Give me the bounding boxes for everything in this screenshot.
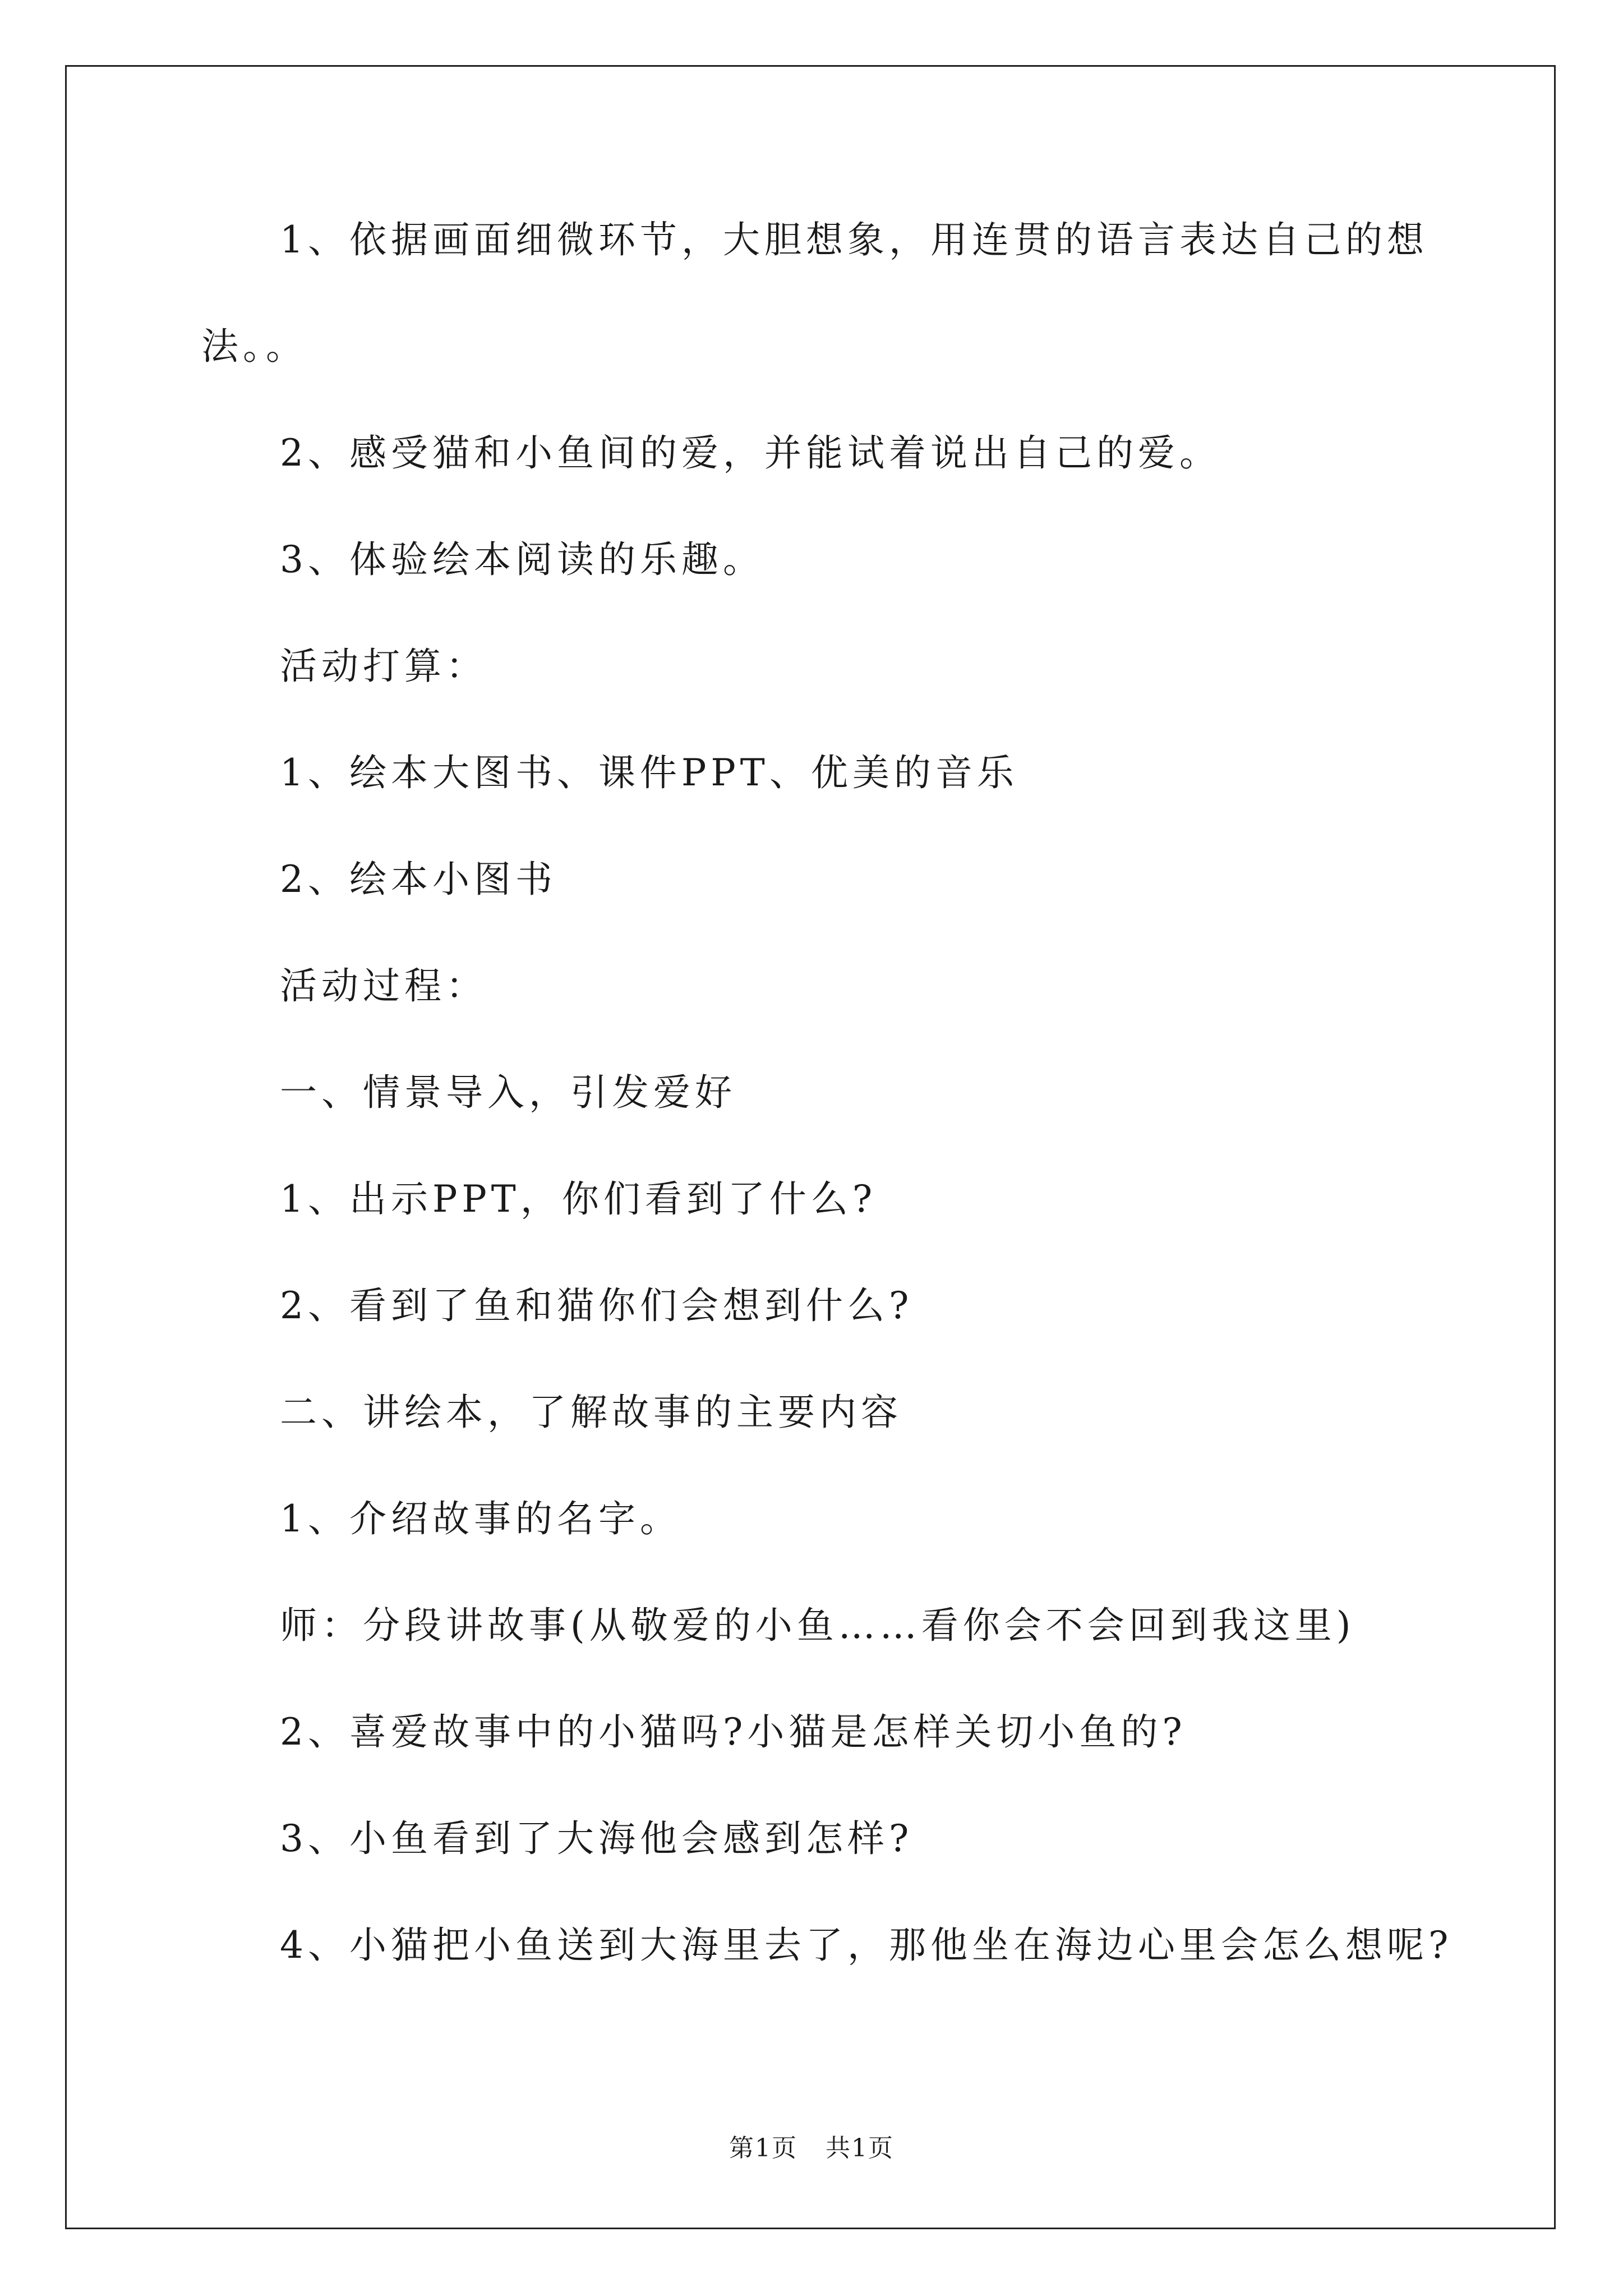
paragraph: 法。。 [201,325,307,368]
page-footer [0,2132,1623,2165]
paragraph: 2、喜爱故事中的小猫吗?小猫是怎样关切小鱼的? [280,1710,1187,1754]
paragraph: 1、依据画面细微环节，大胆想象，用连贯的语言表达自己的想 [280,218,1428,261]
section-heading: 二、讲绘本，了解故事的主要内容 [280,1391,902,1434]
document-body [201,213,1453,2025]
section-heading: 一、情景导入，引发爱好 [280,1071,736,1114]
paragraph: 2、感受猫和小鱼间的爱，并能试着说出自己的爱。 [280,431,1221,475]
paragraph: 3、小鱼看到了大海他会感到怎样? [280,1817,914,1860]
section-heading: 活动打算： [280,645,487,688]
page-number-current: 第1页 [729,2134,797,2162]
section-heading: 活动过程： [280,964,487,1007]
page-number-total: 共1页 [826,2134,894,2162]
paragraph: 2、看到了鱼和猫你们会想到什么? [280,1284,914,1327]
paragraph: 1、绘本大图书、课件PPT、优美的音乐 [280,751,1018,794]
paragraph: 师：分段讲故事(从敬爱的小鱼……看你会不会回到我这里) [280,1604,1355,1647]
paragraph: 4、小猫把小鱼送到大海里去了，那他坐在海边心里会怎么想呢? [280,1924,1453,1967]
paragraph: 2、绘本小图书 [280,858,557,901]
paragraph: 1、介绍故事的名字。 [280,1497,681,1540]
paragraph: 3、体验绘本阅读的乐趣。 [280,538,764,581]
paragraph: 1、出示PPT，你们看到了什么? [280,1177,877,1221]
